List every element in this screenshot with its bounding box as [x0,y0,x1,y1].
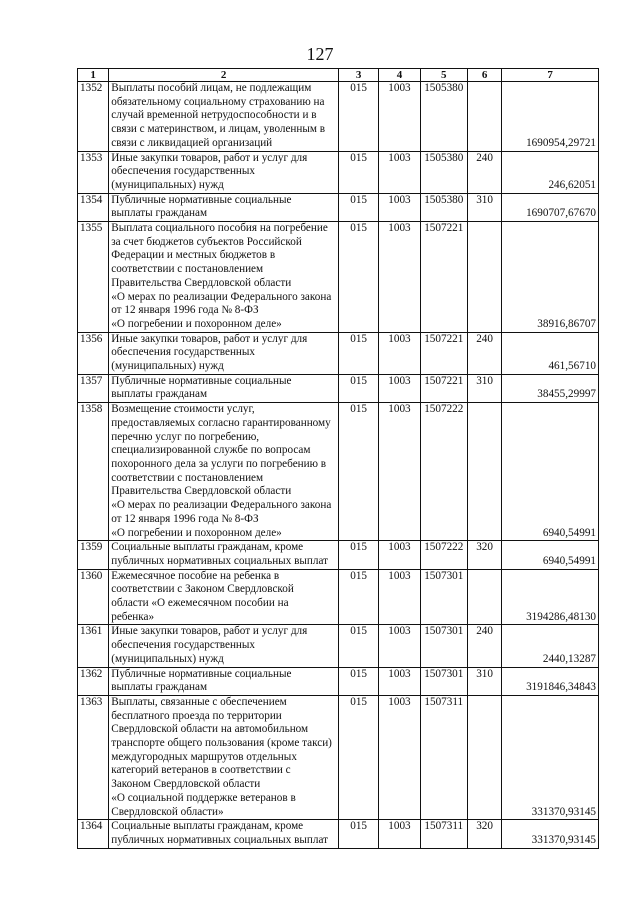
table-row [78,820,599,848]
row-name: Выплата социального пособия на погребение за счет бюджетов субъектов Российской Федерации и местных бюджетов в соответствии с постановлением Правительства Свердловской области «О мерах по реализации Федерального закона от 12 января 1996 года № 8-ФЗ «О погребении и похоронном деле» [109,222,339,333]
table-row [78,82,599,152]
row-amount: 6940,54991 [502,541,599,569]
row-code-4: 1003 [379,820,420,848]
row-code-5: 1507221 [420,374,467,402]
row-amount: 38916,86707 [502,222,599,333]
row-code-3: 015 [338,193,378,221]
row-code-5: 1507222 [420,403,467,541]
row-code-4: 1003 [379,151,420,193]
header-col-1: 1 [78,69,109,82]
row-number: 1353 [78,151,109,193]
row-code-5: 1507301 [420,625,467,667]
row-code-5: 1507301 [420,667,467,695]
row-amount: 1690954,29721 [502,82,599,152]
row-code-6: 240 [467,332,501,374]
row-amount: 2440,13287 [502,625,599,667]
row-amount: 38455,29997 [502,374,599,402]
row-number: 1358 [78,403,109,541]
row-code-6: 320 [467,820,501,848]
row-name: Публичные нормативные социальные выплаты гражданам [109,667,339,695]
budget-table [77,68,599,849]
row-code-3: 015 [338,332,378,374]
header-col-5: 5 [420,69,467,82]
row-amount: 1690707,67670 [502,193,599,221]
header-col-2: 2 [109,69,339,82]
row-number: 1352 [78,82,109,152]
row-name: Возмещение стоимости услуг, предоставляемых согласно гарантированному перечню услуг по погребению, специализированной службе по вопросам похоронного дела за услуги по погребению в соответствии с постановлением Правительства Свердловской области «О мерах по реализации Федерального закона от 12 января 1996 года № 8-ФЗ «О погребении и похоронном деле» [109,403,339,541]
table-row [78,332,599,374]
row-code-5: 1507311 [420,695,467,819]
row-amount: 3194286,48130 [502,569,599,625]
row-code-5: 1507311 [420,820,467,848]
table-row [78,193,599,221]
row-amount: 246,62051 [502,151,599,193]
row-code-6: 240 [467,151,501,193]
table-row [78,569,599,625]
row-amount: 331370,93145 [502,820,599,848]
row-name: Выплаты пособий лицам, не подлежащим обязательному социальному страхованию на случай временной нетрудоспособности и в связи с материнством, и лицам, уволенным в связи с ликвидацией организаций [109,82,339,152]
row-code-4: 1003 [379,667,420,695]
row-code-6 [467,569,501,625]
header-col-4: 4 [379,69,420,82]
header-col-7: 7 [502,69,599,82]
row-code-4: 1003 [379,541,420,569]
row-number: 1360 [78,569,109,625]
row-amount: 6940,54991 [502,403,599,541]
table-row [78,403,599,541]
row-code-5: 1507301 [420,569,467,625]
row-code-3: 015 [338,625,378,667]
table-row [78,151,599,193]
row-name: Публичные нормативные социальные выплаты гражданам [109,193,339,221]
row-code-5: 1507221 [420,222,467,333]
row-amount: 331370,93145 [502,695,599,819]
row-code-6: 320 [467,541,501,569]
table-row [78,667,599,695]
row-name: Социальные выплаты гражданам, кроме публичных нормативных социальных выплат [109,820,339,848]
header-col-3: 3 [338,69,378,82]
row-code-6: 310 [467,193,501,221]
row-code-4: 1003 [379,82,420,152]
row-code-4: 1003 [379,332,420,374]
row-amount: 3191846,34843 [502,667,599,695]
row-code-5: 1507222 [420,541,467,569]
row-code-4: 1003 [379,569,420,625]
row-name: Ежемесячное пособие на ребенка в соответствии с Законом Свердловской области «О ежемесячном пособии на ребенка» [109,569,339,625]
row-number: 1364 [78,820,109,848]
row-code-3: 015 [338,569,378,625]
row-code-6 [467,222,501,333]
row-number: 1359 [78,541,109,569]
row-code-5: 1505380 [420,151,467,193]
row-code-4: 1003 [379,222,420,333]
row-number: 1356 [78,332,109,374]
row-name: Иные закупки товаров, работ и услуг для обеспечения государственных (муниципальных) нужд [109,332,339,374]
row-code-4: 1003 [379,695,420,819]
row-code-6 [467,695,501,819]
row-name: Публичные нормативные социальные выплаты гражданам [109,374,339,402]
row-code-6: 310 [467,374,501,402]
table-row [78,541,599,569]
table-header-row [78,69,599,82]
row-number: 1362 [78,667,109,695]
row-number: 1363 [78,695,109,819]
row-code-4: 1003 [379,625,420,667]
row-code-4: 1003 [379,403,420,541]
row-code-3: 015 [338,820,378,848]
row-number: 1354 [78,193,109,221]
row-code-3: 015 [338,667,378,695]
row-code-3: 015 [338,222,378,333]
table-row [78,625,599,667]
row-name: Выплаты, связанные с обеспечением бесплатного проезда по территории Свердловской области на автомобильном транспорте общего пользования (кроме такси) междугородных маршрутов отдельных категорий ветеранов в соответствии с Законом Свердловской области «О социальной поддержке ветеранов в Свердловской области» [109,695,339,819]
row-number: 1355 [78,222,109,333]
row-name: Социальные выплаты гражданам, кроме публичных нормативных социальных выплат [109,541,339,569]
row-code-3: 015 [338,695,378,819]
table-row [78,222,599,333]
table-row [78,374,599,402]
row-code-5: 1507221 [420,332,467,374]
row-code-6 [467,82,501,152]
row-amount: 461,56710 [502,332,599,374]
row-code-3: 015 [338,541,378,569]
row-number: 1357 [78,374,109,402]
row-code-3: 015 [338,374,378,402]
row-code-4: 1003 [379,374,420,402]
header-col-6: 6 [467,69,501,82]
row-code-3: 015 [338,151,378,193]
row-code-6: 240 [467,625,501,667]
row-code-3: 015 [338,403,378,541]
table-row [78,695,599,819]
table-body [78,82,599,849]
row-code-6: 310 [467,667,501,695]
row-name: Иные закупки товаров, работ и услуг для обеспечения государственных (муниципальных) нужд [109,625,339,667]
row-code-5: 1505380 [420,193,467,221]
row-code-5: 1505380 [420,82,467,152]
row-code-3: 015 [338,82,378,152]
row-code-4: 1003 [379,193,420,221]
row-code-6 [467,403,501,541]
page-number: 127 [306,44,334,64]
row-number: 1361 [78,625,109,667]
row-name: Иные закупки товаров, работ и услуг для обеспечения государственных (муниципальных) нужд [109,151,339,193]
